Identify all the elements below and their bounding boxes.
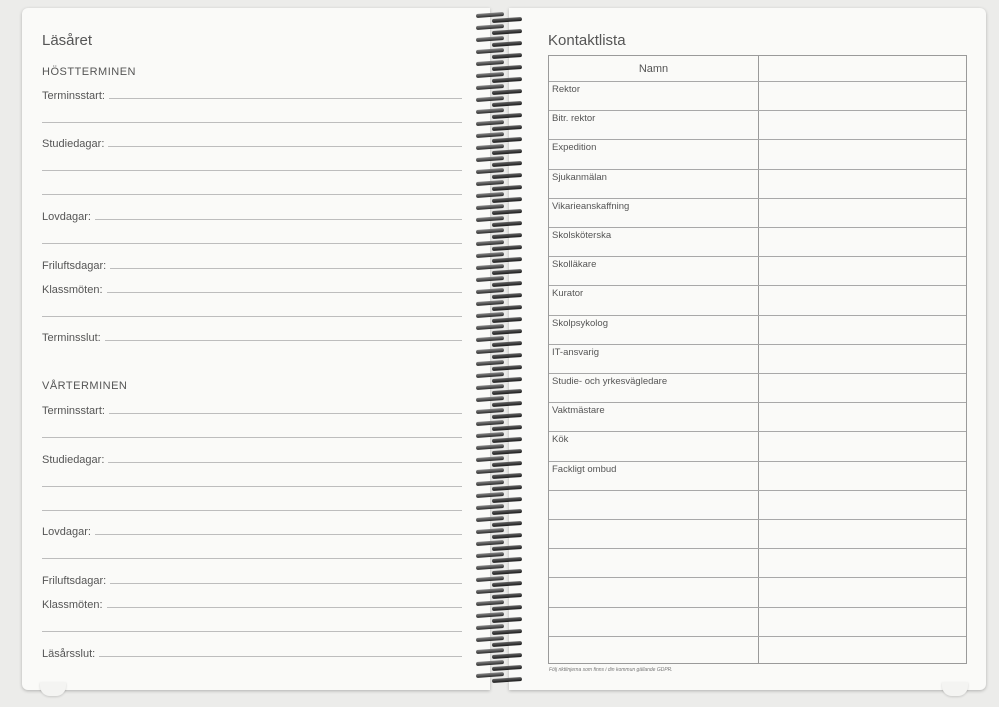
spiral-coil-icon (474, 528, 532, 540)
spiral-coil-icon (474, 456, 532, 468)
page-tab (40, 682, 66, 696)
spiral-coil-icon (474, 240, 532, 252)
left-page (22, 8, 490, 690)
spiral-coil-icon (474, 312, 532, 324)
table-row[interactable] (549, 344, 966, 373)
spiral-coil-icon (474, 36, 532, 48)
table-row[interactable] (549, 490, 966, 519)
blank-line[interactable] (42, 170, 462, 171)
table-row[interactable] (549, 139, 966, 168)
field-autumn-terminsslut[interactable]: Terminsslut: (42, 330, 462, 344)
table-header-namn: Namn (638, 63, 669, 75)
spiral-coil-icon (474, 192, 532, 204)
spiral-coil-icon (474, 408, 532, 420)
field-autumn-klassmoten[interactable]: Klassmöten: (42, 282, 462, 296)
blank-line[interactable] (42, 243, 462, 244)
spiral-coil-icon (474, 588, 532, 600)
spiral-coil-icon (474, 516, 532, 528)
spiral-coil-icon (474, 480, 532, 492)
table-row[interactable] (549, 198, 966, 227)
table-row-label: Fackligt ombud (552, 463, 617, 475)
field-spring-studiedagar[interactable]: Studiedagar: (42, 452, 462, 466)
table-row[interactable] (549, 577, 966, 606)
table-row-label: Skolsköterska (552, 230, 612, 241)
table-row[interactable] (549, 285, 966, 314)
table-row-label: Vikarieanskaffning (552, 200, 630, 212)
spiral-coil-icon (474, 540, 532, 552)
blank-line[interactable] (42, 558, 462, 559)
field-spring-lovdagar[interactable]: Lovdagar: (42, 524, 462, 538)
table-row-label: Expedition (552, 142, 597, 154)
spiral-coil-icon (474, 492, 532, 504)
spiral-coil-icon (474, 288, 532, 300)
table-row[interactable] (549, 110, 966, 139)
spiral-coil-icon (474, 228, 532, 240)
page-title-kontaktlista: Kontaktlista (548, 32, 626, 49)
spiral-coil-icon (474, 444, 532, 456)
table-row-label: IT-ansvarig (552, 346, 599, 358)
table-row-label: Studie- och yrkesvägledare (552, 376, 668, 387)
spiral-coil-icon (474, 168, 532, 180)
right-page (509, 8, 986, 690)
spiral-coil-icon (474, 180, 532, 192)
spiral-coil-icon (474, 660, 532, 672)
spiral-coil-icon (474, 420, 532, 432)
spiral-coil-icon (474, 144, 532, 156)
field-spring-lasarsslut[interactable]: Läsårsslut: (42, 646, 462, 660)
table-row[interactable] (549, 607, 966, 636)
table-row[interactable] (549, 431, 966, 460)
spiral-coil-icon (474, 132, 532, 144)
spiral-coil-icon (474, 60, 532, 72)
spiral-coil-icon (474, 48, 532, 60)
blank-line[interactable] (42, 510, 462, 511)
spiral-coil-icon (474, 468, 532, 480)
table-row[interactable] (549, 402, 966, 431)
blank-line[interactable] (42, 194, 462, 195)
spiral-coil-icon (474, 300, 532, 312)
spiral-coil-icon (474, 384, 532, 396)
field-spring-klassmoten[interactable]: Klassmöten: (42, 597, 462, 611)
table-row-label: Sjukanmälan (552, 171, 607, 183)
spiral-coil-icon (474, 156, 532, 168)
spiral-coil-icon (474, 84, 532, 96)
spiral-coil-icon (474, 552, 532, 564)
table-row[interactable] (549, 636, 966, 665)
table-row[interactable] (549, 81, 966, 110)
spiral-coil-icon (474, 336, 532, 348)
table-row[interactable] (549, 169, 966, 198)
page-title-lasaret: Läsåret (42, 32, 93, 49)
table-row[interactable] (549, 519, 966, 548)
spiral-coil-icon (474, 264, 532, 276)
spiral-coil-icon (474, 204, 532, 216)
blank-line[interactable] (42, 316, 462, 317)
spiral-coil-icon (474, 108, 532, 120)
table-row-label: Vaktmästare (552, 405, 605, 417)
table-row[interactable] (549, 256, 966, 285)
table-row-label: Skolläkare (552, 259, 597, 271)
blank-line[interactable] (42, 486, 462, 487)
gdpr-footnote: Följ riktlinjerna som finns i din kommun gällande GDPR. (549, 667, 673, 673)
table-row-label: Skolpsykolog (552, 317, 608, 329)
table-row[interactable] (549, 315, 966, 344)
spiral-coil-icon (474, 12, 532, 24)
spiral-coil-icon (474, 624, 532, 636)
page-tab (942, 682, 968, 696)
blank-line[interactable] (42, 122, 462, 123)
table-row[interactable] (549, 461, 966, 490)
table-row-label: Rektor (552, 84, 580, 95)
spiral-coil-icon (474, 24, 532, 36)
section-autumn-heading: HÖSTTERMINEN (42, 66, 136, 78)
table-row[interactable] (549, 548, 966, 577)
section-spring-heading: VÅRTERMINEN (42, 380, 128, 392)
spiral-binding-icon (474, 12, 538, 688)
spiral-coil-icon (474, 564, 532, 576)
spiral-coil-icon (474, 252, 532, 264)
field-spring-friluftsdagar[interactable]: Friluftsdagar: (42, 573, 462, 587)
spiral-coil-icon (474, 396, 532, 408)
spiral-coil-icon (474, 372, 532, 384)
spiral-coil-icon (474, 360, 532, 372)
spiral-coil-icon (474, 72, 532, 84)
table-row-label: Kurator (552, 288, 584, 300)
spiral-coil-icon (474, 432, 532, 444)
field-autumn-studiedagar[interactable]: Studiedagar: (42, 136, 462, 150)
blank-line[interactable] (42, 631, 462, 632)
spiral-coil-icon (474, 672, 532, 684)
table-row[interactable] (549, 373, 966, 402)
spiral-coil-icon (474, 276, 532, 288)
contact-table (548, 55, 967, 664)
table-row[interactable] (549, 227, 966, 256)
spiral-coil-icon (474, 348, 532, 360)
spiral-coil-icon (474, 96, 532, 108)
spiral-coil-icon (474, 216, 532, 228)
spiral-coil-icon (474, 648, 532, 660)
spiral-coil-icon (474, 324, 532, 336)
spiral-coil-icon (474, 612, 532, 624)
spiral-coil-icon (474, 636, 532, 648)
blank-line[interactable] (42, 437, 462, 438)
spiral-coil-icon (474, 576, 532, 588)
spiral-coil-icon (474, 600, 532, 612)
field-autumn-terminsstart[interactable]: Terminsstart: (42, 88, 462, 102)
field-autumn-lovdagar[interactable]: Lovdagar: (42, 209, 462, 223)
field-autumn-friluftsdagar[interactable]: Friluftsdagar: (42, 258, 462, 272)
spiral-coil-icon (474, 120, 532, 132)
table-row-label: Kök (552, 434, 569, 446)
spiral-coil-icon (474, 504, 532, 516)
field-spring-terminsstart[interactable]: Terminsstart: (42, 403, 462, 417)
table-row-label: Bitr. rektor (552, 113, 596, 125)
